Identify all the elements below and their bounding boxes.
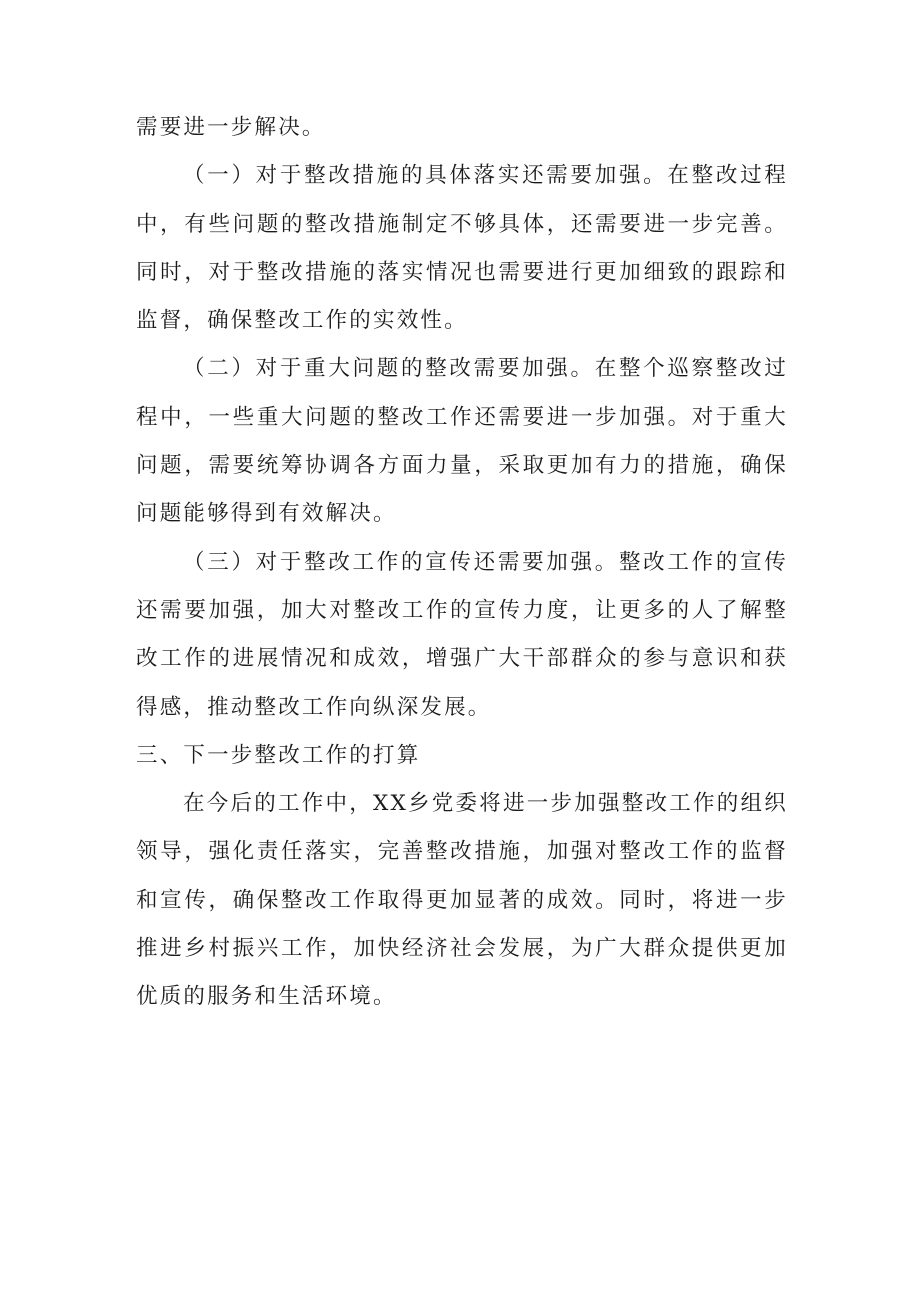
paragraph-item-3: （三）对于整改工作的宣传还需要加强。整改工作的宣传还需要加强，加大对整改工作的宣传力度，让更多的人了解整改工作的进展情况和成效，增强广大干部群众的参与意识和获得感，推动整改工作向纵深发展。	[136, 549, 788, 720]
document-body	[136, 104, 788, 1022]
paragraph-continuation: 需要进一步解决。	[136, 115, 326, 140]
section-heading: 三、下一步整改工作的打算	[136, 742, 421, 768]
paragraph-item-1: （一）对于整改措施的具体落实还需要加强。在整改过程中，有些问题的整改措施制定不够具体，还需要进一步完善。同时，对于整改措施的落实情况也需要进行更加细致的跟踪和监督，确保整改工作的实效性。	[136, 163, 788, 334]
paragraph-closing: 在今后的工作中，XX乡党委将进一步加强整改工作的组织领导，强化责任落实，完善整改措施，加强对整改工作的监督和宣传，确保整改工作取得更加显著的成效。同时，将进一步推进乡村振兴工作，加快经济社会发展，为广大群众提供更加优质的服务和生活环境。	[136, 791, 788, 1010]
paragraph-item-2: （二）对于重大问题的整改需要加强。在整个巡察整改过程中，一些重大问题的整改工作还需要进一步加强。对于重大问题，需要统筹协调各方面力量，采取更加有力的措施，确保问题能够得到有效解决。	[136, 356, 788, 527]
